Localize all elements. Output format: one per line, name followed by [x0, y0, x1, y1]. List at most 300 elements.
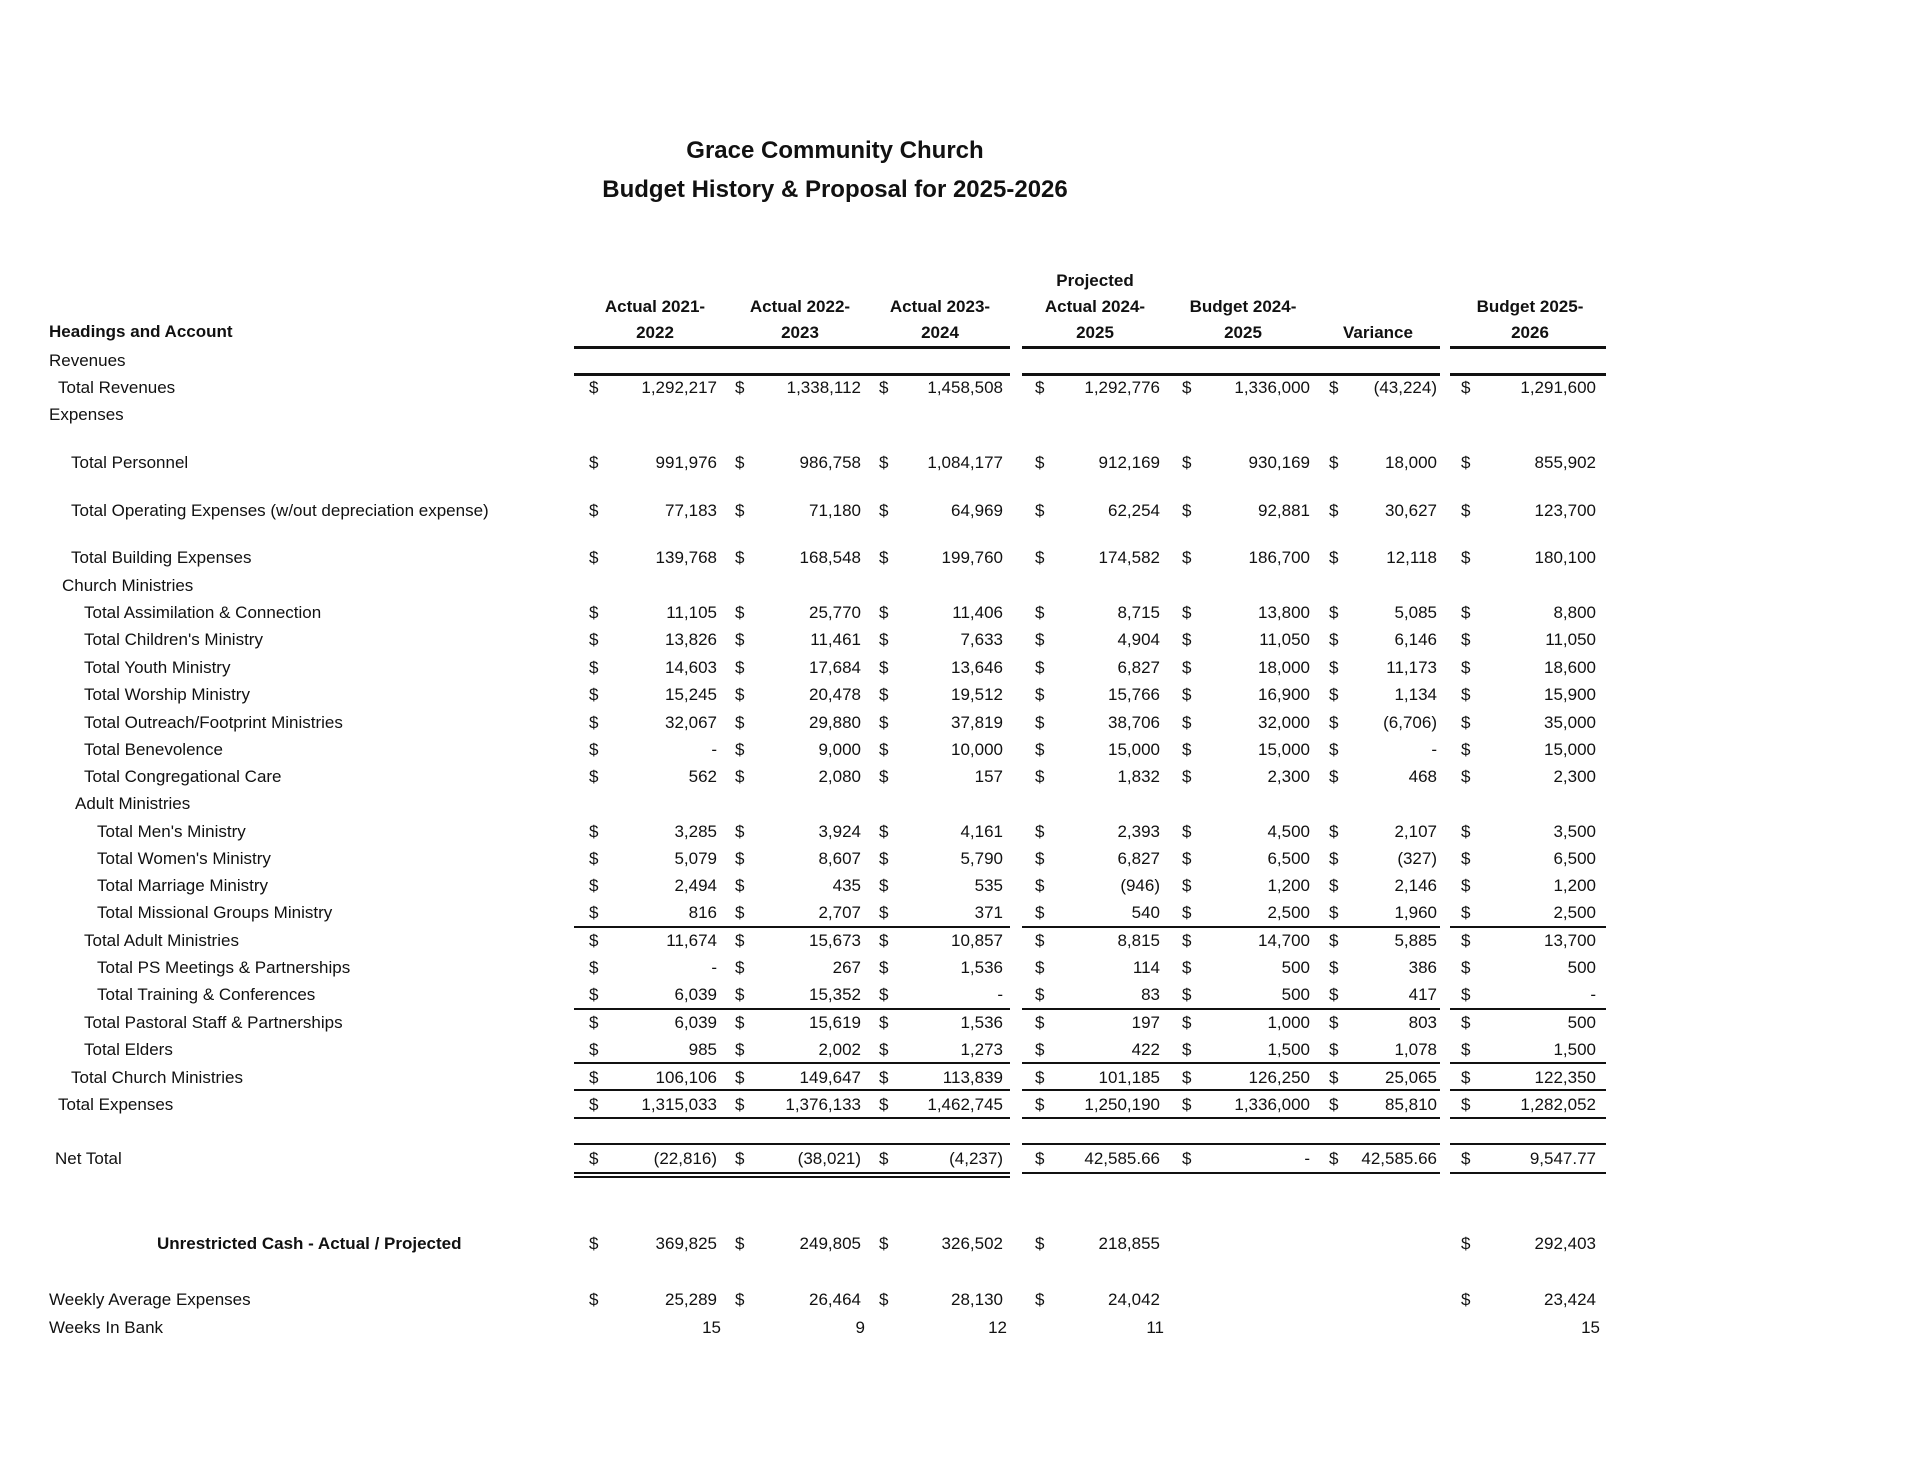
- currency-symbol: $: [1461, 903, 1471, 922]
- subtotal-rule: [574, 1089, 1010, 1091]
- cell-value: 85,810: [1385, 1095, 1437, 1114]
- currency-symbol: $: [1035, 985, 1045, 1004]
- cell-value: 18,000: [1258, 658, 1310, 677]
- currency-symbol: $: [1035, 1040, 1045, 1059]
- cell-value: 5,790: [960, 849, 1003, 868]
- currency-symbol: $: [589, 876, 599, 895]
- column-header-line3: 2025: [1076, 323, 1114, 342]
- currency-symbol: $: [589, 740, 599, 759]
- subtotal-rule: [1022, 1008, 1440, 1010]
- cell-value: 12,118: [1386, 548, 1437, 567]
- column-header-line3: 2026: [1511, 323, 1549, 342]
- cell-value: 417: [1408, 985, 1437, 1004]
- cell-value: 9,547.77: [1529, 1149, 1596, 1168]
- currency-symbol: $: [735, 958, 745, 977]
- currency-symbol: $: [879, 849, 889, 868]
- row-label: Total Outreach/Footprint Ministries: [84, 713, 343, 732]
- currency-symbol: $: [1182, 548, 1192, 567]
- subtotal-rule: [1022, 1089, 1440, 1091]
- cell-value: 6,827: [1117, 849, 1160, 868]
- column-header-line3: 2025: [1224, 323, 1262, 342]
- currency-symbol: $: [1461, 1234, 1471, 1253]
- cell-value: 1,536: [960, 958, 1003, 977]
- cell-value: 2,300: [1553, 767, 1596, 786]
- cell-value: 101,185: [1098, 1068, 1160, 1087]
- subtotal-rule: [1450, 1089, 1606, 1091]
- currency-symbol: $: [879, 1068, 889, 1087]
- cell-value: 2,300: [1267, 767, 1310, 786]
- currency-symbol: $: [879, 1290, 889, 1309]
- cell-value: 2,494: [674, 876, 717, 895]
- cell-value: (327): [1397, 849, 1437, 868]
- cell-value: 1,458,508: [927, 378, 1003, 397]
- currency-symbol: $: [589, 958, 599, 977]
- cell-value: 3,924: [818, 822, 861, 841]
- cell-value: 2,500: [1267, 903, 1310, 922]
- currency-symbol: $: [1329, 548, 1339, 567]
- currency-symbol: $: [1329, 713, 1339, 732]
- row-label: Total Benevolence: [84, 740, 223, 759]
- currency-symbol: $: [1035, 548, 1045, 567]
- cell-value: 42,585.66: [1361, 1149, 1437, 1168]
- currency-symbol: $: [879, 548, 889, 567]
- cell-value: 2,107: [1394, 822, 1437, 841]
- currency-symbol: $: [1461, 685, 1471, 704]
- summary-value: 11: [1146, 1318, 1164, 1337]
- row-label: Total Worship Ministry: [84, 685, 250, 704]
- currency-symbol: $: [1182, 630, 1192, 649]
- cell-value: 267: [832, 958, 861, 977]
- cell-value: 11,105: [666, 603, 717, 622]
- revenue-top-rule: [1450, 373, 1606, 376]
- cell-value: 25,770: [809, 603, 861, 622]
- cell-value: 15,000: [1544, 740, 1596, 759]
- currency-symbol: $: [1461, 1040, 1471, 1059]
- cell-value: 855,902: [1534, 453, 1596, 472]
- currency-symbol: $: [1182, 713, 1192, 732]
- row-label: Total PS Meetings & Partnerships: [97, 958, 351, 977]
- cell-value: (43,224): [1373, 378, 1437, 397]
- currency-symbol: $: [1329, 849, 1339, 868]
- currency-symbol: $: [1461, 958, 1471, 977]
- currency-symbol: $: [1329, 958, 1339, 977]
- row-label: Total Training & Conferences: [97, 985, 316, 1004]
- currency-symbol: $: [1329, 1040, 1339, 1059]
- currency-symbol: $: [1035, 1068, 1045, 1087]
- net-top-rule: [1022, 1143, 1440, 1145]
- cell-value: -: [997, 985, 1003, 1004]
- currency-symbol: $: [879, 876, 889, 895]
- cell-value: 2,393: [1117, 822, 1160, 841]
- currency-symbol: $: [735, 849, 745, 868]
- currency-symbol: $: [1035, 849, 1045, 868]
- column-header-line3: 2024: [921, 323, 959, 342]
- currency-symbol: $: [1182, 1013, 1192, 1032]
- cell-value: 500: [1567, 1013, 1596, 1032]
- currency-symbol: $: [1182, 903, 1192, 922]
- currency-symbol: $: [879, 630, 889, 649]
- summary-value: 292,403: [1534, 1234, 1596, 1253]
- currency-symbol: $: [589, 685, 599, 704]
- currency-symbol: $: [589, 1040, 599, 1059]
- total-rule: [1022, 1117, 1440, 1119]
- header-underline: [1450, 346, 1606, 349]
- cell-value: 6,500: [1553, 849, 1596, 868]
- cell-value: 1,338,112: [786, 378, 861, 397]
- currency-symbol: $: [589, 658, 599, 677]
- cell-value: 3,285: [674, 822, 717, 841]
- currency-symbol: $: [1461, 1149, 1471, 1168]
- cell-value: 149,647: [799, 1068, 861, 1087]
- cell-value: 816: [688, 903, 717, 922]
- row-label: Total Assimilation & Connection: [84, 603, 322, 622]
- currency-symbol: $: [1182, 822, 1192, 841]
- cell-value: -: [1304, 1149, 1310, 1168]
- currency-symbol: $: [1329, 1149, 1339, 1168]
- cell-value: 1,084,177: [927, 453, 1003, 472]
- currency-symbol: $: [879, 603, 889, 622]
- summary-value: 218,855: [1098, 1234, 1160, 1253]
- cell-value: 562: [688, 767, 717, 786]
- currency-symbol: $: [1329, 453, 1339, 472]
- currency-symbol: $: [1035, 767, 1045, 786]
- subtotal-rule: [1450, 926, 1606, 928]
- cell-value: 11,406: [952, 603, 1003, 622]
- currency-symbol: $: [589, 849, 599, 868]
- currency-symbol: $: [589, 453, 599, 472]
- currency-symbol: $: [1035, 501, 1045, 520]
- cell-value: 15,000: [1258, 740, 1310, 759]
- cell-value: 1,291,600: [1520, 378, 1596, 397]
- cell-value: 500: [1281, 985, 1310, 1004]
- currency-symbol: $: [735, 713, 745, 732]
- currency-symbol: $: [735, 740, 745, 759]
- subtotal-rule: [574, 1062, 1010, 1064]
- currency-symbol: $: [735, 903, 745, 922]
- currency-symbol: $: [1182, 1068, 1192, 1087]
- currency-symbol: $: [1329, 1013, 1339, 1032]
- currency-symbol: $: [1461, 1290, 1471, 1309]
- currency-symbol: $: [1461, 548, 1471, 567]
- total-rule: [574, 1117, 1010, 1119]
- currency-symbol: $: [1035, 958, 1045, 977]
- currency-symbol: $: [589, 903, 599, 922]
- currency-symbol: $: [1329, 822, 1339, 841]
- cell-value: 2,500: [1553, 903, 1596, 922]
- currency-symbol: $: [1182, 876, 1192, 895]
- cell-value: 122,350: [1534, 1068, 1596, 1087]
- column-header-line2: Actual 2024-: [1044, 297, 1146, 316]
- cell-value: 8,715: [1117, 603, 1160, 622]
- cell-value: 29,880: [809, 713, 861, 732]
- summary-value: 23,424: [1544, 1290, 1596, 1309]
- cell-value: -: [711, 958, 717, 977]
- column-header-line2: Actual 2023-: [889, 297, 991, 316]
- cell-value: 123,700: [1534, 501, 1596, 520]
- summary-label: Unrestricted Cash - Actual / Projected: [157, 1234, 462, 1253]
- currency-symbol: $: [1035, 903, 1045, 922]
- currency-symbol: $: [589, 1149, 599, 1168]
- cell-value: 14,603: [665, 658, 717, 677]
- currency-symbol: $: [1329, 931, 1339, 950]
- currency-symbol: $: [1461, 453, 1471, 472]
- column-header-line2: Budget 2025-: [1476, 297, 1584, 316]
- currency-symbol: $: [735, 603, 745, 622]
- cell-value: 1,273: [960, 1040, 1003, 1059]
- cell-value: 15,619: [809, 1013, 861, 1032]
- cell-value: 1,376,133: [785, 1095, 861, 1114]
- currency-symbol: $: [735, 1290, 745, 1309]
- cell-value: 985: [688, 1040, 717, 1059]
- row-label: Total Operating Expenses (w/out depreciation expense): [71, 501, 489, 520]
- currency-symbol: $: [1182, 958, 1192, 977]
- currency-symbol: $: [735, 767, 745, 786]
- currency-symbol: $: [1035, 630, 1045, 649]
- cell-value: 991,976: [655, 453, 717, 472]
- cell-value: 71,180: [809, 501, 861, 520]
- cell-value: 157: [974, 767, 1003, 786]
- currency-symbol: $: [1182, 1040, 1192, 1059]
- summary-value: 9: [855, 1318, 865, 1337]
- cell-value: (946): [1120, 876, 1160, 895]
- row-label: Total Missional Groups Ministry: [97, 903, 333, 922]
- cell-value: 11,050: [1545, 630, 1596, 649]
- currency-symbol: $: [1461, 378, 1471, 397]
- currency-symbol: $: [1461, 931, 1471, 950]
- summary-label: Weeks In Bank: [49, 1318, 164, 1337]
- summary-value: 26,464: [809, 1290, 861, 1309]
- currency-symbol: $: [735, 658, 745, 677]
- cell-value: 1,200: [1553, 876, 1596, 895]
- currency-symbol: $: [879, 1095, 889, 1114]
- summary-value: 326,502: [941, 1234, 1003, 1253]
- currency-symbol: $: [1182, 378, 1192, 397]
- row-label: Total Congregational Care: [84, 767, 282, 786]
- cell-value: 92,881: [1258, 501, 1310, 520]
- currency-symbol: $: [1461, 630, 1471, 649]
- currency-symbol: $: [1329, 876, 1339, 895]
- summary-value: 25,289: [665, 1290, 717, 1309]
- page-title: Grace Community Church: [686, 137, 984, 164]
- currency-symbol: $: [1329, 903, 1339, 922]
- cell-value: 6,146: [1394, 630, 1437, 649]
- cell-value: 20,478: [809, 685, 861, 704]
- cell-value: 4,161: [960, 822, 1003, 841]
- column-header-line2: Actual 2021-: [604, 297, 706, 316]
- cell-value: (22,816): [653, 1149, 717, 1168]
- currency-symbol: $: [735, 1013, 745, 1032]
- column-header-line3: 2022: [636, 323, 674, 342]
- currency-symbol: $: [1035, 453, 1045, 472]
- cell-value: 6,827: [1117, 658, 1160, 677]
- currency-symbol: $: [879, 1234, 889, 1253]
- cell-value: 11,461: [810, 630, 861, 649]
- currency-symbol: $: [1035, 713, 1045, 732]
- cell-value: 42,585.66: [1084, 1149, 1160, 1168]
- cell-value: 2,002: [818, 1040, 861, 1059]
- cell-value: 2,146: [1394, 876, 1437, 895]
- cell-value: 1,315,033: [641, 1095, 717, 1114]
- currency-symbol: $: [735, 1040, 745, 1059]
- cell-value: 6,039: [674, 1013, 717, 1032]
- currency-symbol: $: [1035, 658, 1045, 677]
- subtotal-rule: [574, 1008, 1010, 1010]
- currency-symbol: $: [1182, 501, 1192, 520]
- row-label: Total Expenses: [58, 1095, 174, 1114]
- row-label: Net Total: [55, 1149, 122, 1168]
- currency-symbol: $: [589, 603, 599, 622]
- cell-value: 37,819: [951, 713, 1003, 732]
- currency-symbol: $: [589, 548, 599, 567]
- cell-value: 1,078: [1394, 1040, 1437, 1059]
- row-label: Total Building Expenses: [71, 548, 252, 567]
- cell-value: 14,700: [1258, 931, 1310, 950]
- net-double-rule: [574, 1176, 1010, 1178]
- cell-value: 1,250,190: [1084, 1095, 1160, 1114]
- currency-symbol: $: [1182, 767, 1192, 786]
- currency-symbol: $: [1035, 931, 1045, 950]
- row-label: Total Church Ministries: [71, 1068, 243, 1087]
- currency-symbol: $: [1329, 1095, 1339, 1114]
- summary-value: 24,042: [1108, 1290, 1160, 1309]
- cell-value: 930,169: [1248, 453, 1310, 472]
- currency-symbol: $: [1035, 876, 1045, 895]
- header-underline: [1022, 346, 1440, 349]
- currency-symbol: $: [589, 1013, 599, 1032]
- currency-symbol: $: [1461, 822, 1471, 841]
- cell-value: 174,582: [1098, 548, 1160, 567]
- cell-value: 114: [1132, 958, 1160, 977]
- cell-value: 168,548: [799, 548, 861, 567]
- currency-symbol: $: [589, 378, 599, 397]
- currency-symbol: $: [735, 985, 745, 1004]
- currency-symbol: $: [879, 740, 889, 759]
- cell-value: 19,512: [951, 685, 1003, 704]
- cell-value: 4,500: [1267, 822, 1310, 841]
- cell-value: 13,800: [1258, 603, 1310, 622]
- revenue-top-rule: [1022, 373, 1440, 376]
- subtotal-rule: [1450, 1008, 1606, 1010]
- cell-value: 139,768: [655, 548, 717, 567]
- cell-value: 83: [1141, 985, 1160, 1004]
- cell-value: 11,050: [1259, 630, 1310, 649]
- cell-value: 4,904: [1117, 630, 1160, 649]
- subtotal-rule: [1022, 926, 1440, 928]
- currency-symbol: $: [879, 453, 889, 472]
- row-label: Total Youth Ministry: [84, 658, 231, 677]
- page-subtitle: Budget History & Proposal for 2025-2026: [602, 176, 1068, 203]
- currency-symbol: $: [1035, 1013, 1045, 1032]
- account-header: Headings and Account: [49, 322, 233, 341]
- cell-value: 1,000: [1267, 1013, 1310, 1032]
- subtotal-rule: [1022, 1062, 1440, 1064]
- currency-symbol: $: [735, 1068, 745, 1087]
- cell-value: 5,085: [1394, 603, 1437, 622]
- cell-value: 2,707: [818, 903, 861, 922]
- cell-value: 1,500: [1267, 1040, 1310, 1059]
- currency-symbol: $: [1461, 767, 1471, 786]
- cell-value: 17,684: [809, 658, 861, 677]
- row-label: Total Men's Ministry: [97, 822, 246, 841]
- row-label: Church Ministries: [62, 576, 194, 595]
- currency-symbol: $: [879, 931, 889, 950]
- currency-symbol: $: [1329, 658, 1339, 677]
- currency-symbol: $: [1035, 603, 1045, 622]
- column-header-line3: 2023: [781, 323, 819, 342]
- net-top-rule: [1450, 1143, 1606, 1145]
- cell-value: 16,900: [1258, 685, 1310, 704]
- cell-value: 199,760: [941, 548, 1003, 567]
- cell-value: -: [1590, 985, 1596, 1004]
- total-rule: [1450, 1117, 1606, 1119]
- currency-symbol: $: [1035, 378, 1045, 397]
- currency-symbol: $: [1035, 685, 1045, 704]
- row-label: Total Marriage Ministry: [97, 876, 268, 895]
- currency-symbol: $: [1461, 713, 1471, 732]
- cell-value: 8,607: [818, 849, 861, 868]
- currency-symbol: $: [879, 767, 889, 786]
- currency-symbol: $: [589, 1234, 599, 1253]
- cell-value: 186,700: [1248, 548, 1310, 567]
- net-bottom-rule: [574, 1172, 1010, 1174]
- cell-value: 1,292,217: [641, 378, 717, 397]
- cell-value: (4,237): [949, 1149, 1003, 1168]
- cell-value: 1,200: [1267, 876, 1310, 895]
- currency-symbol: $: [1035, 1234, 1045, 1253]
- currency-symbol: $: [1329, 603, 1339, 622]
- row-label: Expenses: [49, 405, 124, 424]
- summary-value: 369,825: [655, 1234, 717, 1253]
- column-header-line1: Projected: [1056, 271, 1134, 290]
- row-label: Adult Ministries: [75, 794, 191, 813]
- currency-symbol: $: [879, 822, 889, 841]
- cell-value: 6,039: [674, 985, 717, 1004]
- cell-value: 15,245: [665, 685, 717, 704]
- currency-symbol: $: [1461, 1095, 1471, 1114]
- currency-symbol: $: [1329, 1068, 1339, 1087]
- currency-symbol: $: [879, 1040, 889, 1059]
- cell-value: 15,673: [809, 931, 861, 950]
- currency-symbol: $: [1035, 1290, 1045, 1309]
- currency-symbol: $: [879, 501, 889, 520]
- cell-value: 113,839: [942, 1068, 1003, 1087]
- cell-value: 13,826: [665, 630, 717, 649]
- currency-symbol: $: [735, 630, 745, 649]
- currency-symbol: $: [1329, 740, 1339, 759]
- currency-symbol: $: [589, 767, 599, 786]
- currency-symbol: $: [589, 822, 599, 841]
- cell-value: 30,627: [1385, 501, 1437, 520]
- cell-value: 64,969: [951, 501, 1003, 520]
- row-label: Total Personnel: [71, 453, 189, 472]
- cell-value: 15,766: [1108, 685, 1160, 704]
- currency-symbol: $: [1329, 630, 1339, 649]
- cell-value: 106,106: [655, 1068, 717, 1087]
- net-bottom-rule: [1022, 1172, 1440, 1174]
- cell-value: 9,000: [818, 740, 861, 759]
- subtotal-rule: [1450, 1062, 1606, 1064]
- cell-value: 18,600: [1544, 658, 1596, 677]
- cell-value: 1,336,000: [1234, 378, 1310, 397]
- currency-symbol: $: [1461, 985, 1471, 1004]
- currency-symbol: $: [735, 501, 745, 520]
- cell-value: 500: [1281, 958, 1310, 977]
- cell-value: 1,536: [960, 1013, 1003, 1032]
- currency-symbol: $: [735, 1095, 745, 1114]
- currency-symbol: $: [1182, 603, 1192, 622]
- cell-value: 3,500: [1553, 822, 1596, 841]
- cell-value: -: [1431, 740, 1437, 759]
